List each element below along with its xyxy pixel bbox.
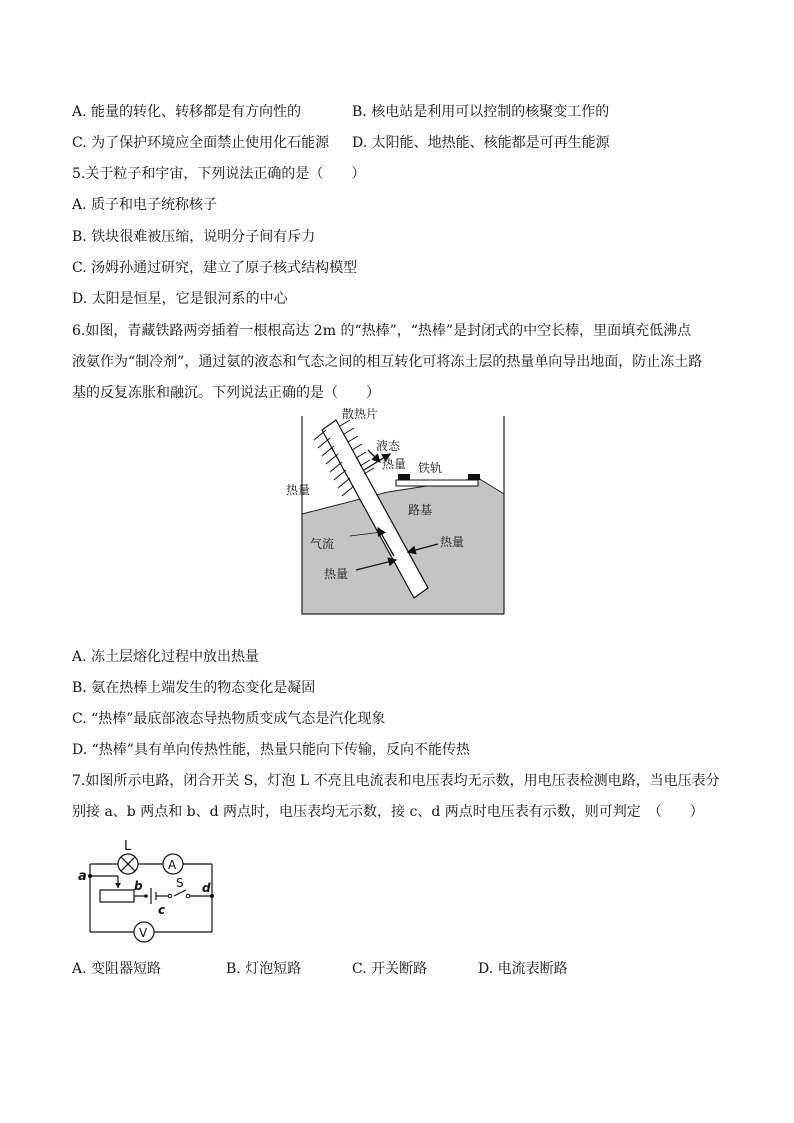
q4-option-d: D. 太阳能、地热能、核能都是可再生能源 [352, 135, 610, 151]
q7-option-c: C. 开关断路 [352, 961, 428, 977]
circuit-figure [72, 832, 222, 950]
q7-option-d: D. 电流表断路 [478, 961, 568, 977]
label-liquid: 液态 [376, 439, 401, 453]
label-d: d [202, 881, 211, 895]
label-airflow: 气流 [310, 537, 335, 551]
q7-stem-line-1: 7.如图所示电路，闭合开关 S，灯泡 L 不亮且电流表和电压表均无示数，用电压表检测电路，当电压表分 [72, 773, 720, 789]
q4-option-a: A. 能量的转化、转移都是有方向性的 [72, 104, 302, 120]
label-heat-bottom: 热量 [324, 567, 349, 581]
heat-pipe-figure [278, 406, 510, 618]
q5-option-b: B. 铁块很难被压缩，说明分子间有斥力 [72, 229, 316, 245]
label-heat-right: 热量 [440, 535, 465, 549]
q6-stem-line-3: 基的反复冻胀和融沉。下列说法正确的是（ ） [72, 385, 380, 401]
label-rail: 铁轨 [418, 461, 443, 475]
label-heat-left: 热量 [286, 483, 311, 497]
q5-option-c: C. 汤姆孙通过研究，建立了原子核式结构模型 [72, 260, 358, 276]
q6-option-a: A. 冻土层熔化过程中放出热量 [72, 649, 260, 665]
q7-option-b: B. 灯泡短路 [226, 961, 302, 977]
label-fins: 散热片 [342, 407, 379, 421]
label-roadbed: 路基 [408, 503, 433, 517]
rail-block-left [398, 474, 410, 480]
q5-stem: 5.关于粒子和宇宙，下列说法正确的是（ ） [72, 166, 366, 182]
label-b: b [134, 879, 143, 893]
q7-stem-line-2: 别接 a、b 两点和 b、d 两点时，电压表均无示数，接 c、d 两点时电压表有示数，则可判定 （ ） [72, 804, 704, 820]
label-a: a [78, 869, 87, 884]
rail-bar [396, 480, 478, 486]
label-ammeter: A [168, 858, 177, 872]
rail-block-right [468, 474, 480, 480]
q6-stem-line-1: 6.如图，青藏铁路两旁插着一根根高达 2m 的“热棒”，“热棒”是封闭式的中空长棒，里面填充低沸点 [72, 323, 692, 339]
label-lamp: L [124, 839, 132, 854]
rheostat [100, 890, 134, 902]
q6-option-b: B. 氨在热棒上端发生的物态变化是凝固 [72, 680, 316, 696]
q7-option-a: A. 变阻器短路 [72, 961, 162, 977]
q5-option-d: D. 太阳是恒星，它是银河系的中心 [72, 291, 288, 307]
q5-option-a: A. 质子和电子统称核子 [72, 197, 218, 213]
label-c: c [158, 903, 166, 917]
label-heat-top: 热量 [382, 457, 407, 471]
q6-stem-line-2: 液氨作为“制冷剂”，通过氨的液态和气态之间的相互转化可将冻土层的热量单向导出地面，防止冻土路 [72, 354, 703, 370]
q6-option-c: C. “热棒”最底部液态导热物质变成气态是汽化现象 [72, 711, 386, 727]
q4-option-c: C. 为了保护环境应全面禁止使用化石能源 [72, 135, 330, 151]
q6-option-d: D. “热棒”具有单向传热性能，热量只能向下传输，反向不能传热 [72, 742, 470, 758]
q4-option-b: B. 核电站是利用可以控制的核聚变工作的 [352, 104, 610, 120]
label-voltmeter: V [139, 926, 148, 940]
label-switch: S [176, 876, 184, 890]
